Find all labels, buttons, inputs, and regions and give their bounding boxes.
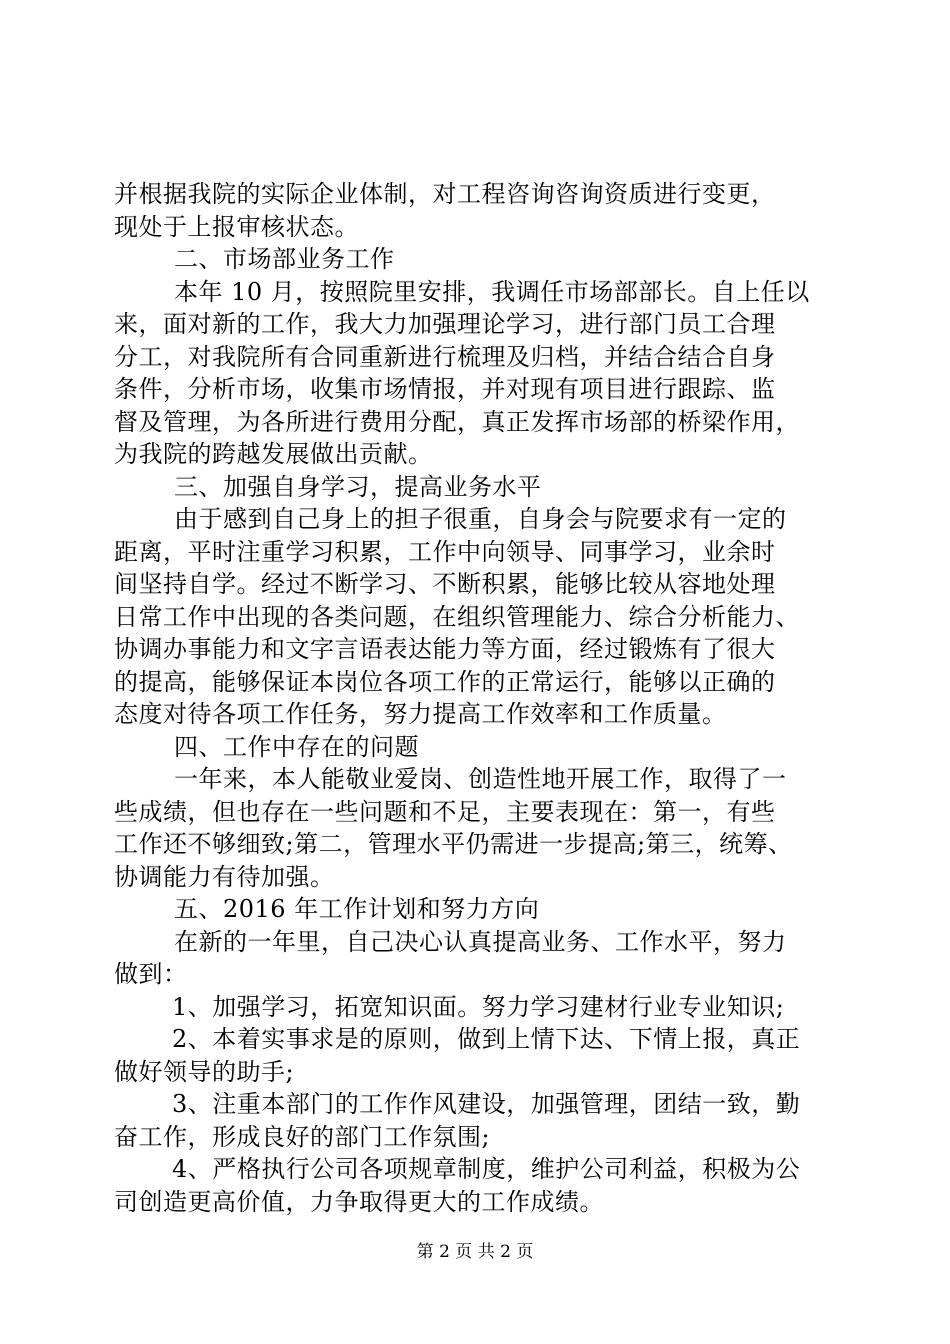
list-item: 4、严格执行公司各项规章制度，维护公司利益，积极为公	[172, 1155, 801, 1183]
text-line: 间坚持自学。经过不断学习、不断积累，能够比较从容地处理	[114, 570, 776, 598]
list-item: 3、注重本部门的工作作风建设，加强管理，团结一致，勤	[172, 1090, 801, 1118]
text-line: 协调能力有待加强。	[114, 862, 335, 891]
text-line: 并根据我院的实际企业体制，对工程咨询咨询资质进行变更，	[114, 180, 776, 208]
list-item: 1、加强学习，拓宽知识面。努力学习建材行业专业知识;	[172, 992, 785, 1021]
page-number-footer: 第 2 页 共 2 页	[416, 1242, 534, 1262]
section-heading: 四、工作中存在的问题	[174, 732, 419, 761]
text-line: 做好领导的助手;	[114, 1057, 295, 1086]
text-line: 现处于上报审核状态。	[114, 212, 359, 241]
text-line: 协调办事能力和文字言语表达能力等方面，经过锻炼有了很大	[114, 635, 776, 663]
text-line: 态度对待各项工作任务，努力提高工作效率和工作质量。	[114, 700, 727, 728]
text-line: 工作还不够细致;第二，管理水平仍需进一步提高;第三，统筹、	[114, 830, 793, 858]
text-line: 在新的一年里，自己决心认真提高业务、工作水平，努力	[174, 927, 787, 956]
section-heading: 二、市场部业务工作	[174, 245, 395, 273]
text-line: 督及管理，为各所进行费用分配，真正发挥市场部的桥梁作用，	[114, 407, 800, 436]
text-line: 些成绩，但也存在一些问题和不足，主要表现在：第一，有些	[114, 797, 776, 826]
text-line: 来，面对新的工作，我大力加强理论学习，进行部门员工合理	[114, 310, 776, 338]
section-heading: 三、加强自身学习，提高业务水平	[174, 472, 542, 501]
document-body	[114, 178, 844, 1218]
text-line: 由于感到自己身上的担子很重，自身会与院要求有一定的	[174, 505, 787, 533]
text-line: 日常工作中出现的各类问题，在组织管理能力、综合分析能力、	[114, 602, 800, 631]
list-item: 2、本着实事求是的原则，做到上情下达、下情上报，真正	[172, 1025, 801, 1053]
text-line: 一年来，本人能敬业爱岗、创造性地开展工作，取得了一	[174, 765, 787, 793]
text-line: 分工，对我院所有合同重新进行梳理及归档，并结合结合自身	[114, 342, 776, 371]
text-line: 奋工作，形成良好的部门工作氛围;	[114, 1122, 491, 1151]
text-line: 为我院的跨越发展做出贡献。	[114, 440, 433, 468]
text-line: 司创造更高价值，力争取得更大的工作成绩。	[114, 1187, 604, 1216]
text-line: 本年 10 月，按照院里安排，我调任市场部部长。自上任以	[174, 277, 810, 306]
text-line: 条件，分析市场，收集市场情报，并对现有项目进行跟踪、监	[114, 375, 776, 403]
text-line: 的提高，能够保证本岗位各项工作的正常运行，能够以正确的	[114, 667, 776, 696]
text-line: 距离，平时注重学习积累，工作中向领导、同事学习，业余时	[114, 537, 776, 566]
section-heading: 五、2016 年工作计划和努力方向	[174, 895, 540, 923]
text-line: 做到：	[114, 960, 188, 988]
